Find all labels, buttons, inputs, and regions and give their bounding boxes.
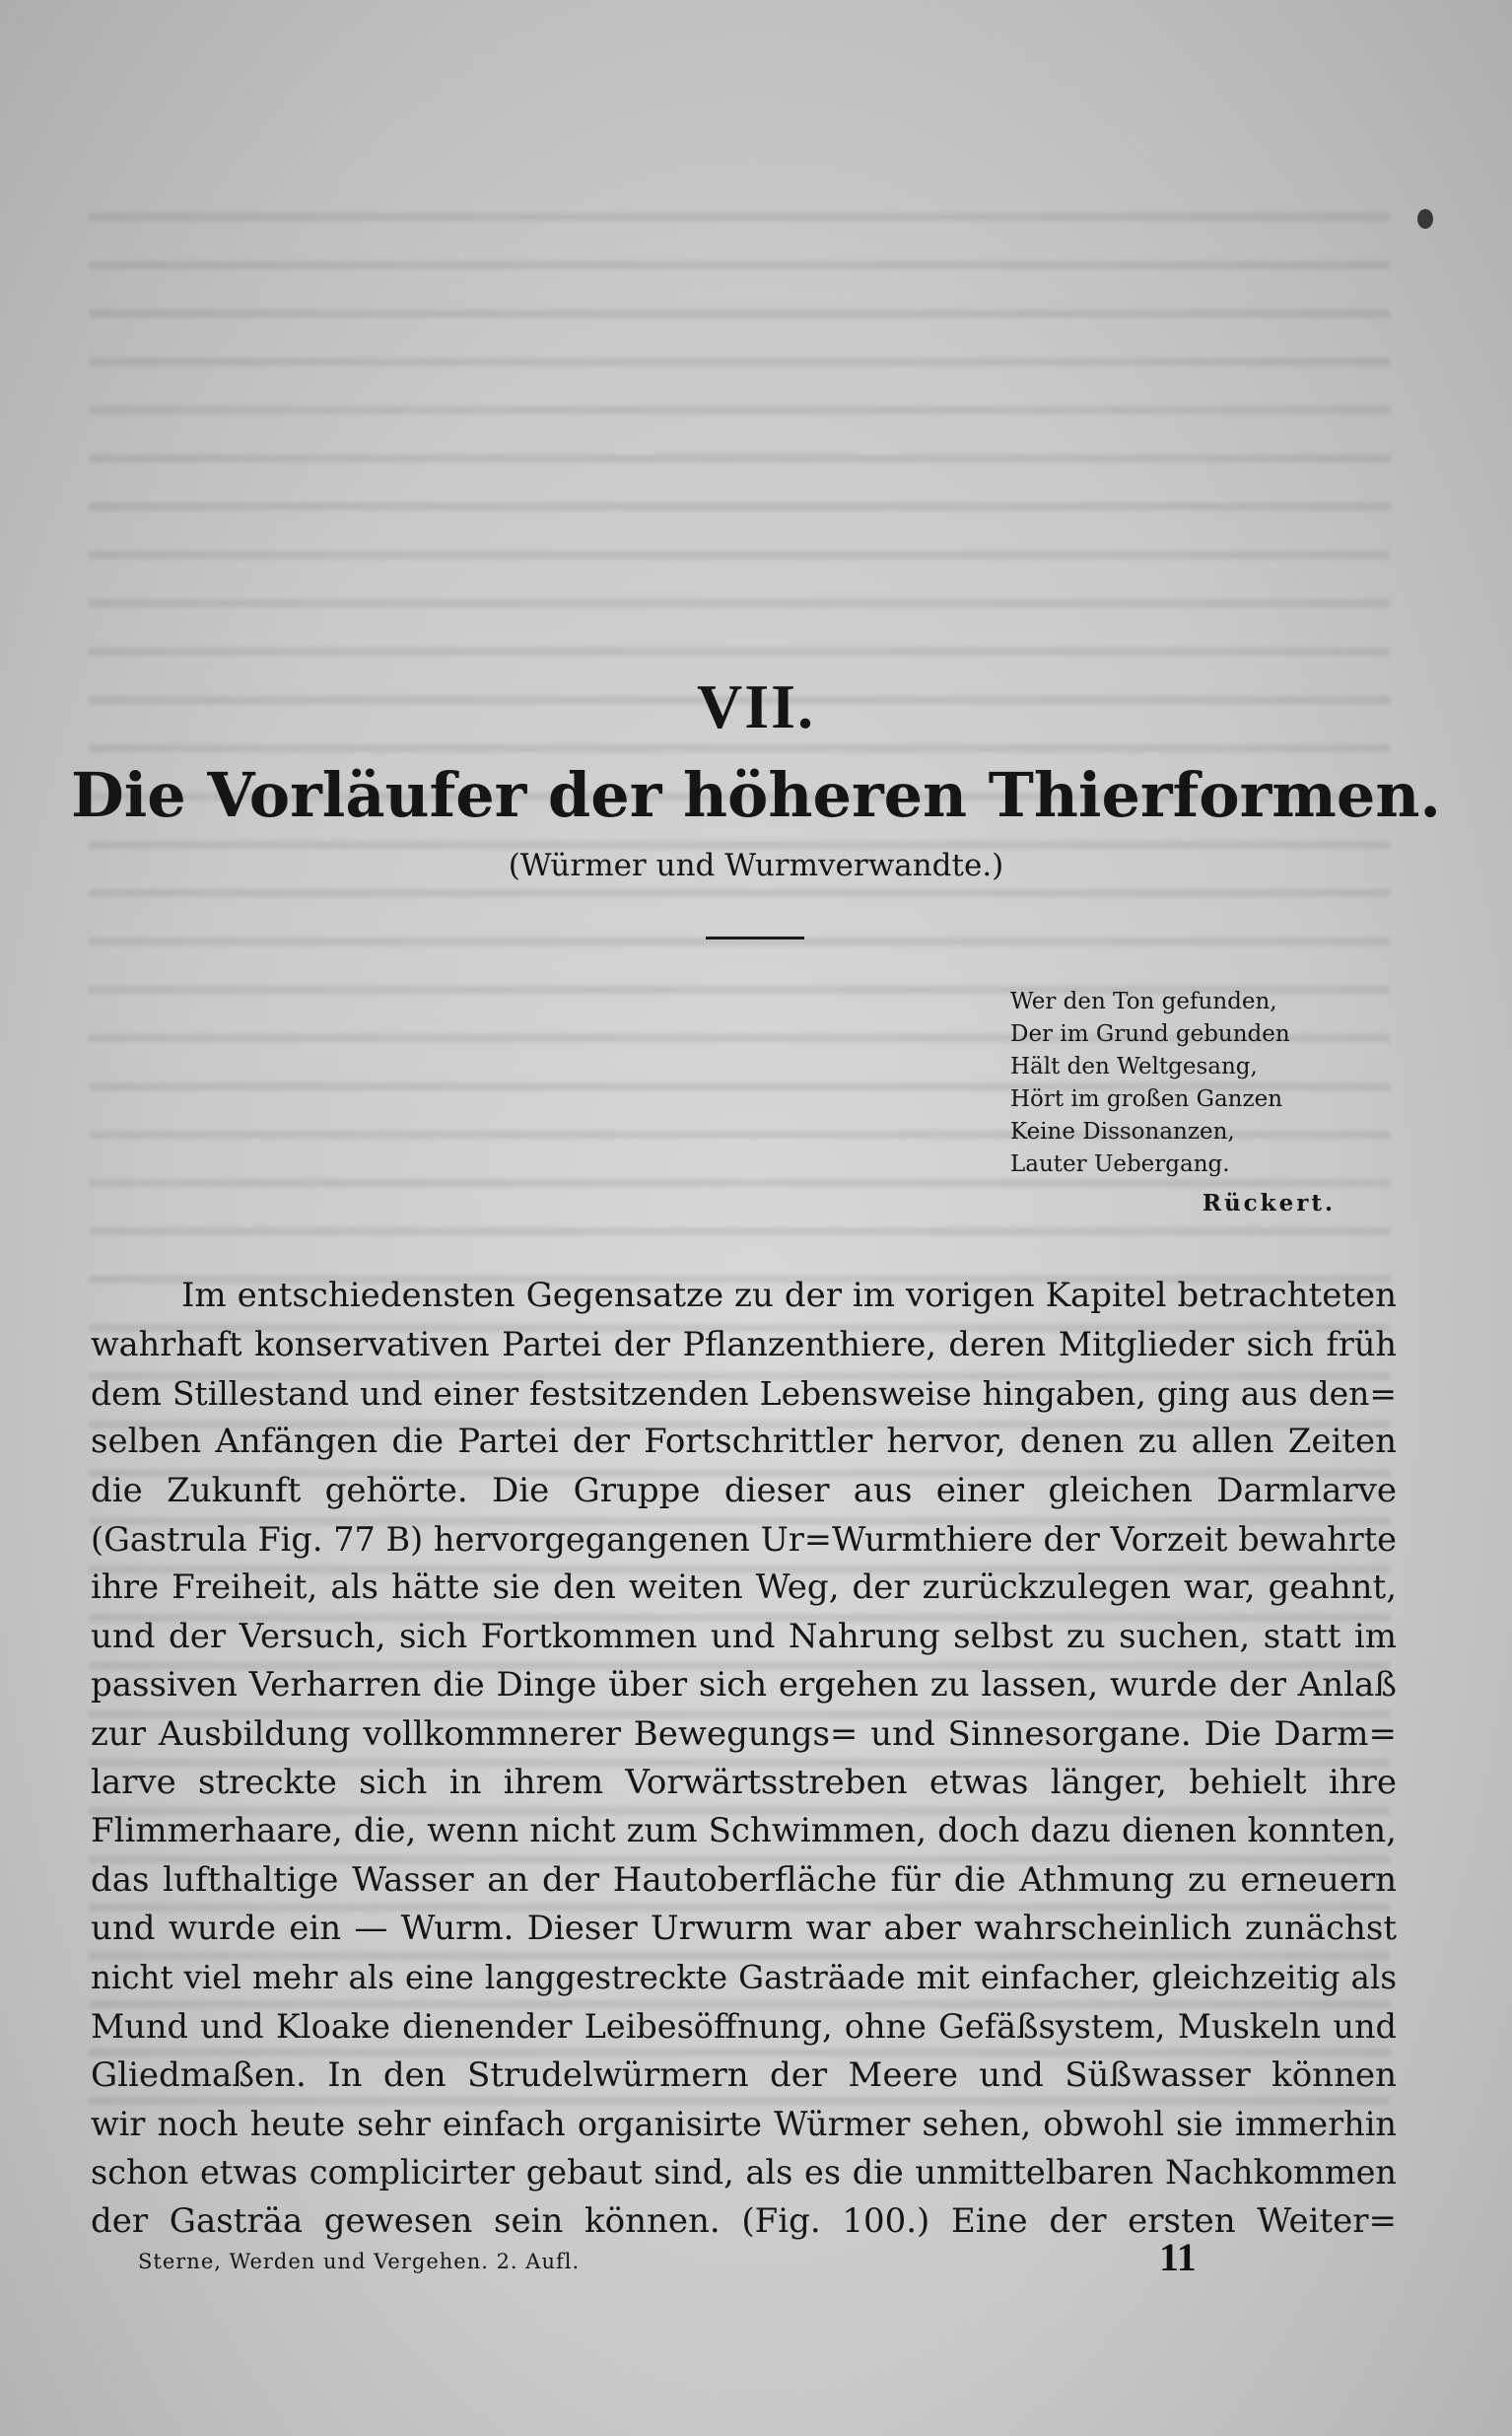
epigraph-line: Keine Dissonanzen, [1010, 1119, 1235, 1145]
epigraph-line: Hört im großen Ganzen [1010, 1086, 1283, 1112]
body-line: wahrhaft konservativen Partei der Pflanzenthiere, deren Mitglieder sich früh [91, 1325, 1397, 1364]
chapter-title: Die Vorläufer der höheren Thierformen. [70, 759, 1441, 831]
epigraph-line: Der im Grund gebunden [1010, 1021, 1290, 1047]
divider-rule [706, 937, 804, 940]
body-line: passiven Verharren die Dinge über sich ergehen zu lassen, wurde der Anlaß [91, 1665, 1397, 1705]
epigraph [1010, 986, 1365, 1219]
body-paragraph [91, 1272, 1397, 2246]
epigraph-line: Hält den Weltgesang, [1010, 1054, 1258, 1079]
epigraph-line: Lauter Uebergang. [1010, 1151, 1230, 1177]
chapter-number: VII. [696, 671, 816, 741]
body-line: dem Stillestand und einer festsitzenden Lebensweise hingaben, ging aus den= [91, 1373, 1397, 1413]
body-line: der Gasträa gewesen sein können. (Fig. 100.) Eine der ersten Weiter= [91, 2200, 1397, 2241]
body-line: schon etwas complicirter gebaut sind, als es die unmittelbaren Nachkommen [91, 2153, 1397, 2192]
body-line: und wurde ein — Wurm. Dieser Urwurm war aber wahrscheinlich zunächst [91, 1909, 1397, 1949]
body-line: selben Anfängen die Partei der Fortschrittler hervor, denen zu allen Zeiten [91, 1422, 1397, 1462]
body-line: wir noch heute sehr einfach organisirte Würmer sehen, obwohl sie immerhin [91, 2104, 1397, 2143]
body-line: ihre Freiheit, als hätte sie den weiten Weg, der zurückzulegen war, geahnt, [91, 1567, 1397, 1608]
body-line: larve streckte sich in ihrem Vorwärtsstreben etwas länger, behielt ihre [91, 1763, 1397, 1803]
epigraph-author: Rückert. [1202, 1190, 1336, 1217]
body-line: zur Ausbildung vollkommnerer Bewegungs= und Sinnesorgane. Die Darm= [91, 1713, 1397, 1754]
body-line: nicht viel mehr als eine langgestreckte Gasträade mit einfacher, gleichzeitig als [91, 1958, 1397, 1996]
footer-imprint: Sterne, Werden und Vergehen. 2. Aufl. [138, 2250, 581, 2273]
body-line: (Gastrula Fig. 77 B) hervorgegangenen Ur=Wurmthiere der Vorzeit bewahrte [91, 1520, 1397, 1560]
chapter-subtitle: (Würmer und Wurmverwandte.) [508, 848, 1004, 883]
body-line: das lufthaltige Wasser an der Hautoberfläche für die Athmung zu erneuern [91, 1859, 1397, 1900]
body-line: Mund und Kloake dienender Leibesöffnung, ohne Gefäßsystem, Muskeln und [91, 2007, 1397, 2047]
body-line: die Zukunft gehörte. Die Gruppe dieser aus einer gleichen Darmlarve [91, 1470, 1397, 1510]
signature-mark: 11 [1159, 2235, 1197, 2279]
body-line: Gliedmaßen. In den Strudelwürmern der Meere und Süßwasser können [91, 2054, 1397, 2095]
body-line: und der Versuch, sich Fortkommen und Nahrung selbst zu suchen, statt im [91, 1616, 1397, 1656]
epigraph-line: Wer den Ton gefunden, [1010, 989, 1277, 1014]
body-line: Im entschiedensten Gegensatze zu der im vorigen Kapitel betrachteten [181, 1276, 1397, 1315]
body-line: Flimmerhaare, die, wenn nicht zum Schwimmen, doch dazu dienen konnten, [91, 1811, 1397, 1851]
ink-spot [1417, 209, 1433, 229]
